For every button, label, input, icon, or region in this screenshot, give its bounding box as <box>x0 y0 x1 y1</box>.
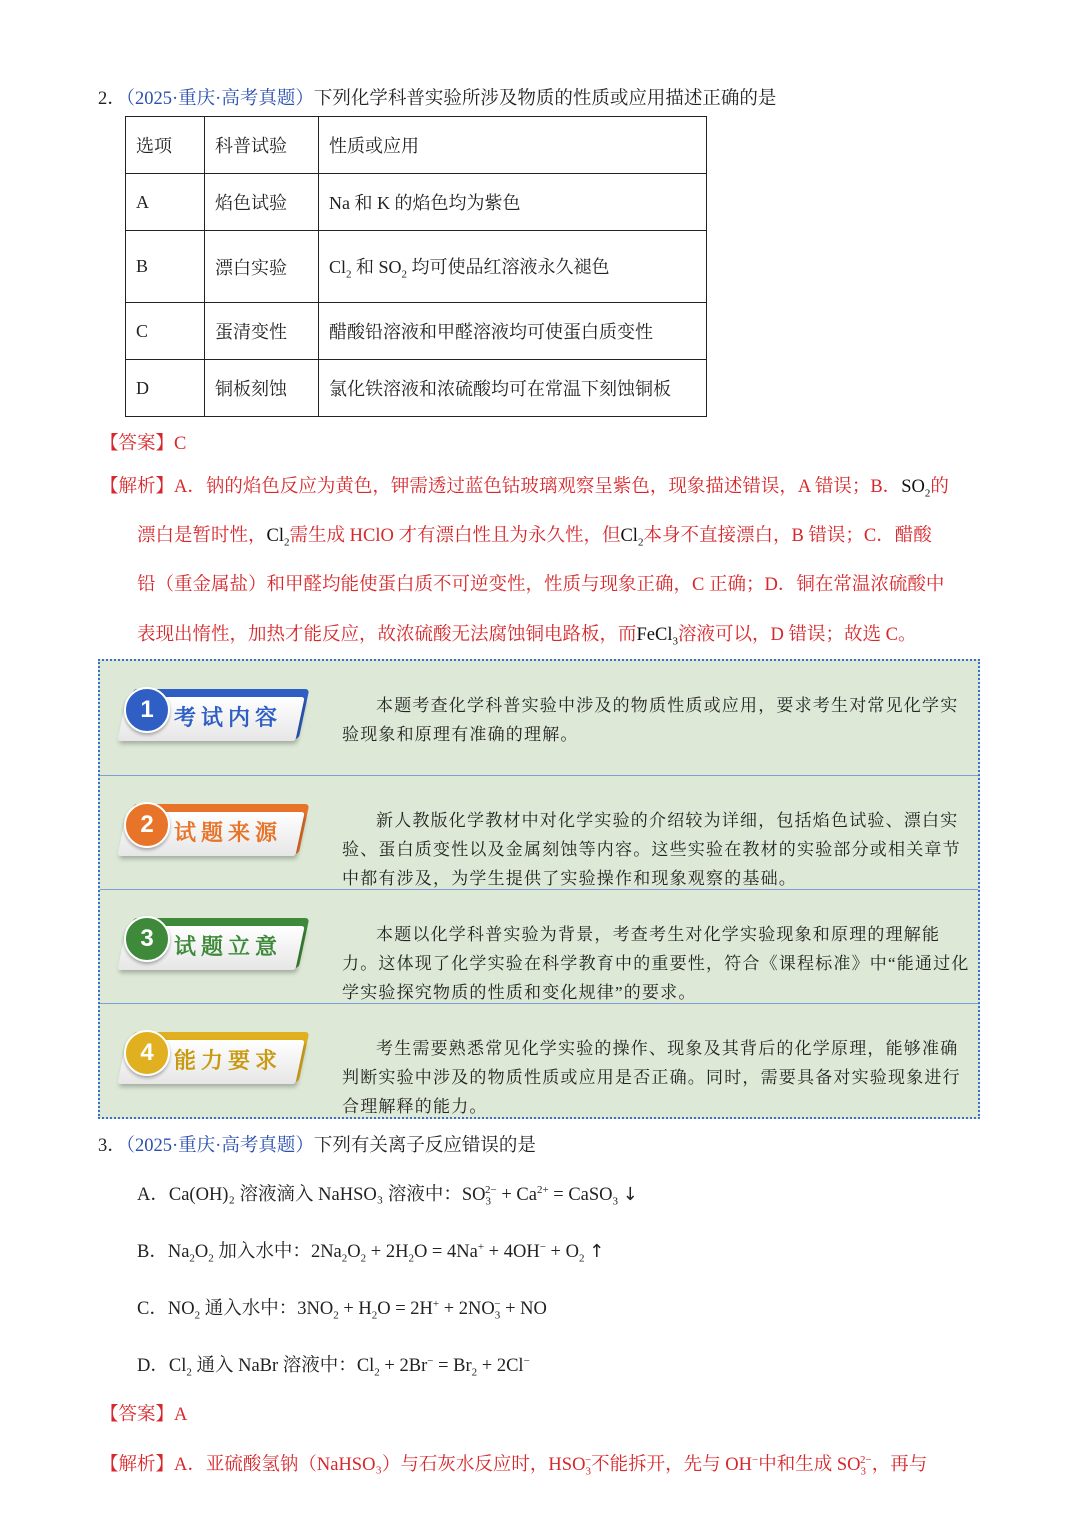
table-cell-description: 醋酸铅溶液和甲醛溶液均可使蛋白质变性 <box>319 303 707 360</box>
question-number: 3． <box>98 1136 126 1156</box>
option-c <box>137 1294 547 1322</box>
formula-text: Cl <box>620 526 638 546</box>
superscript: 2+ <box>536 1183 549 1196</box>
gas-arrow-icon: ↑ <box>589 1241 605 1262</box>
subscript: 3 <box>494 1309 501 1322</box>
table-header-cell: 选项 <box>126 117 205 174</box>
table-cell-option: C <box>126 303 205 360</box>
subscript: 2 <box>371 1309 378 1322</box>
formula-text: Cl <box>266 526 284 546</box>
subscript: 2 <box>408 1252 414 1265</box>
options-table <box>125 116 707 417</box>
analysis-tag: 【解析】 <box>100 477 175 497</box>
subscript: 2 <box>189 1252 195 1265</box>
analysis-text: 漂白是暂时性， <box>137 526 267 546</box>
table-cell-experiment: 蛋清变性 <box>205 303 319 360</box>
equation-term: 2Na <box>310 1242 342 1262</box>
formula-text: HSO <box>548 1455 586 1475</box>
superscript: 2− <box>484 1183 497 1196</box>
text: 均可使品红溶液永久褪色 <box>407 256 610 277</box>
answer-line <box>100 1400 187 1426</box>
subscript: 3 <box>672 635 678 648</box>
question-source: （2025·重庆·高考真题） <box>125 1136 314 1156</box>
question-source: （2025·重庆·高考真题） <box>125 89 314 109</box>
subscript: 2 <box>360 1252 367 1265</box>
equation-term: + 2Cl <box>477 1356 524 1376</box>
answer-tag: 【答案】 <box>100 434 175 454</box>
answer-value: A <box>174 1405 188 1425</box>
analysis-line-2 <box>137 521 932 549</box>
question-stem: 下列化学科普实验所涉及物质的性质或应用描述正确的是 <box>313 89 777 109</box>
superscript: − <box>494 1297 501 1310</box>
table-cell-option: A <box>126 174 205 231</box>
option-text: 加入水中： <box>213 1242 311 1262</box>
subscript: 3 <box>585 1465 591 1478</box>
badge-title: 试题立意 <box>174 935 283 960</box>
option-b <box>137 1237 604 1265</box>
superscript: − <box>539 1240 546 1253</box>
subscript: 3 <box>485 1195 491 1208</box>
table-header-cell: 科普试验 <box>205 117 319 174</box>
answer-tag: 【答案】 <box>100 1405 175 1425</box>
option-text: O <box>194 1242 209 1262</box>
equation-term: O <box>347 1242 361 1262</box>
analysis-line-1 <box>100 1450 927 1478</box>
equation-term: = CaSO <box>548 1185 613 1205</box>
equation-term: + O <box>545 1242 579 1262</box>
section-badge <box>118 687 308 751</box>
option-text: 通入水中： <box>200 1299 298 1319</box>
table-cell-experiment: 漂白实验 <box>205 231 319 303</box>
badge-number: 4 <box>124 1030 170 1076</box>
answer-line <box>100 429 186 455</box>
question-2-header <box>98 84 776 110</box>
formula-text: FeCl <box>636 625 673 645</box>
question-3-header <box>98 1131 536 1157</box>
table-header-cell: 性质或应用 <box>319 117 707 174</box>
table-row <box>126 174 707 231</box>
formula-text: Cl <box>329 256 347 277</box>
text: 和 <box>351 256 379 277</box>
option-a <box>137 1180 638 1208</box>
option-text: 通入 NaBr 溶液中： <box>191 1356 357 1376</box>
table-cell-experiment: 焰色试验 <box>205 174 319 231</box>
analysis-text: ，再与 <box>871 1455 928 1475</box>
panel-section-question-intent <box>100 889 978 1004</box>
section-text: 考生需要熟悉常见化学实验的操作、现象及其背后的化学原理，能够准确判断实验中涉及的物质性质或应用是否正确。同时，需要具备对实验现象进行合理解释的能力。 <box>342 1039 961 1116</box>
subscript: 2 <box>186 1366 192 1379</box>
badge-title: 考试内容 <box>174 706 283 731</box>
equation-term: + H <box>338 1299 372 1319</box>
analysis-text: A．亚硫酸氢钠（NaHSO₃）与石灰水反应时， <box>174 1455 549 1475</box>
option-label: A． <box>137 1185 169 1205</box>
question-stem: 下列有关离子反应错误的是 <box>313 1136 536 1156</box>
analysis-text: 表现出惰性，加热才能反应，故浓硫酸无法腐蚀铜电路板，而 <box>137 625 637 645</box>
equation-term: + 2Br <box>379 1356 428 1376</box>
option-label: B． <box>137 1242 168 1262</box>
formula-text: SO <box>901 477 925 497</box>
formula-text: SO <box>836 1455 861 1475</box>
subscript: 2 <box>471 1366 478 1379</box>
analysis-panel <box>98 659 980 1119</box>
subscript: 2 <box>346 268 352 281</box>
table-header-row <box>126 117 707 174</box>
table-cell-description <box>319 231 707 303</box>
badge-title: 能力要求 <box>174 1049 283 1074</box>
subscript: 3 <box>612 1195 619 1208</box>
table-row <box>126 231 707 303</box>
analysis-text: 中和生成 <box>758 1455 837 1475</box>
equation-term: Cl <box>356 1356 375 1376</box>
equation-term: + Ca <box>496 1185 537 1205</box>
option-text: Na <box>167 1242 190 1262</box>
badge-number: 2 <box>124 802 170 848</box>
equation-term: SO <box>461 1185 486 1205</box>
section-badge <box>118 916 308 980</box>
badge-title: 试题来源 <box>174 821 283 846</box>
section-badge <box>118 1030 308 1094</box>
equation-term: O = 2H <box>377 1299 433 1319</box>
subscript: 2 <box>637 536 644 549</box>
superscript: − <box>752 1453 759 1466</box>
analysis-line-4 <box>137 620 916 648</box>
analysis-text: 本身不直接漂白，B 错误；C．醋酸 <box>643 526 932 546</box>
panel-section-question-source <box>100 775 978 890</box>
subscript: 2 <box>401 268 408 281</box>
precipitate-arrow-icon: ↓ <box>622 1184 638 1205</box>
panel-section-exam-content <box>100 661 978 775</box>
section-text: 新人教版化学教材中对化学实验的介绍较为详细，包括焰色试验、漂白实验、蛋白质变性以及金属刻蚀等内容。这些实验在教材的实验部分或相关章节中都有涉及，为学生提供了实验操作和现象观察的基础。 <box>342 811 961 888</box>
equation-term: 3NO <box>297 1299 334 1319</box>
analysis-text: 的 <box>930 477 949 497</box>
formula-text: SO <box>378 256 402 277</box>
superscript: − <box>584 1453 592 1466</box>
badge-number: 1 <box>124 687 170 733</box>
table-cell-experiment: 铜板刻蚀 <box>205 360 319 417</box>
section-text: 本题考查化学科普实验中涉及的物质性质或应用，要求考生对常见化学实验现象和原理有准确的理解。 <box>342 696 959 744</box>
analysis-text: A．钠的焰色反应为黄色，钾需透过蓝色钴玻璃观察呈紫色，现象描述错误，A 错误；B． <box>174 477 902 497</box>
superscript: + <box>432 1297 440 1310</box>
table-cell-option: D <box>126 360 205 417</box>
question-number: 2． <box>98 89 126 109</box>
table-cell-description: Na 和 K 的焰色均为紫色 <box>319 174 707 231</box>
subscript: 2 <box>194 1309 201 1322</box>
analysis-text: 不能拆开，先与 OH <box>591 1455 753 1475</box>
equation-term: = Br <box>433 1356 472 1376</box>
analysis-tag: 【解析】 <box>100 1455 175 1475</box>
subscript: 2 <box>333 1309 339 1322</box>
analysis-line-3: 铅（重金属盐）和甲醛均能使蛋白质不可逆变性，性质与现象正确，C 正确；D．铜在常温浓硫酸中 <box>137 575 945 595</box>
analysis-text: 溶液可以，D 错误；故选 C。 <box>678 625 917 645</box>
option-text: Cl <box>168 1356 187 1376</box>
subscript: 2 <box>374 1366 380 1379</box>
answer-value: C <box>174 434 187 454</box>
badge-number: 3 <box>124 916 170 962</box>
subscript: 2 <box>924 487 931 500</box>
equation-term: O = 4Na <box>413 1242 478 1262</box>
superscript: − <box>427 1354 434 1367</box>
analysis-line-1 <box>100 472 949 500</box>
superscript: + <box>477 1240 485 1253</box>
option-text: Ca(OH)₂ 溶液滴入 NaHSO₃ 溶液中： <box>168 1185 462 1205</box>
subscript: 2 <box>578 1252 585 1265</box>
superscript: 2− <box>860 1453 872 1466</box>
option-label: D． <box>137 1356 169 1376</box>
subscript: 3 <box>860 1465 867 1478</box>
table-cell-option: B <box>126 231 205 303</box>
equation-term: + 2H <box>366 1242 409 1262</box>
option-d <box>137 1351 530 1379</box>
option-text: NO <box>167 1299 195 1319</box>
panel-section-ability-requirement <box>100 1003 978 1118</box>
equation-term: + 4OH <box>484 1242 540 1262</box>
analysis-text: 需生成 HClO 才有漂白性且为永久性，但 <box>289 526 621 546</box>
table-cell-description: 氯化铁溶液和浓硫酸均可在常温下刻蚀铜板 <box>319 360 707 417</box>
equation-term: + 2NO <box>439 1299 495 1319</box>
subscript: 2 <box>284 536 290 549</box>
table-row <box>126 303 707 360</box>
subscript: 2 <box>341 1252 348 1265</box>
section-text: 本题以化学科普实验为背景，考查考生对化学实验现象和原理的理解能力。这体现了化学实验在科学教育中的重要性，符合《课程标准》中“能通过化学实验探究物质的性质和变化规律”的要求。 <box>342 925 970 1002</box>
equation-term: + NO <box>500 1299 547 1319</box>
subscript: 2 <box>208 1252 214 1265</box>
option-label: C． <box>137 1299 168 1319</box>
superscript: − <box>523 1354 530 1367</box>
section-badge <box>118 802 308 866</box>
table-row <box>126 360 707 417</box>
